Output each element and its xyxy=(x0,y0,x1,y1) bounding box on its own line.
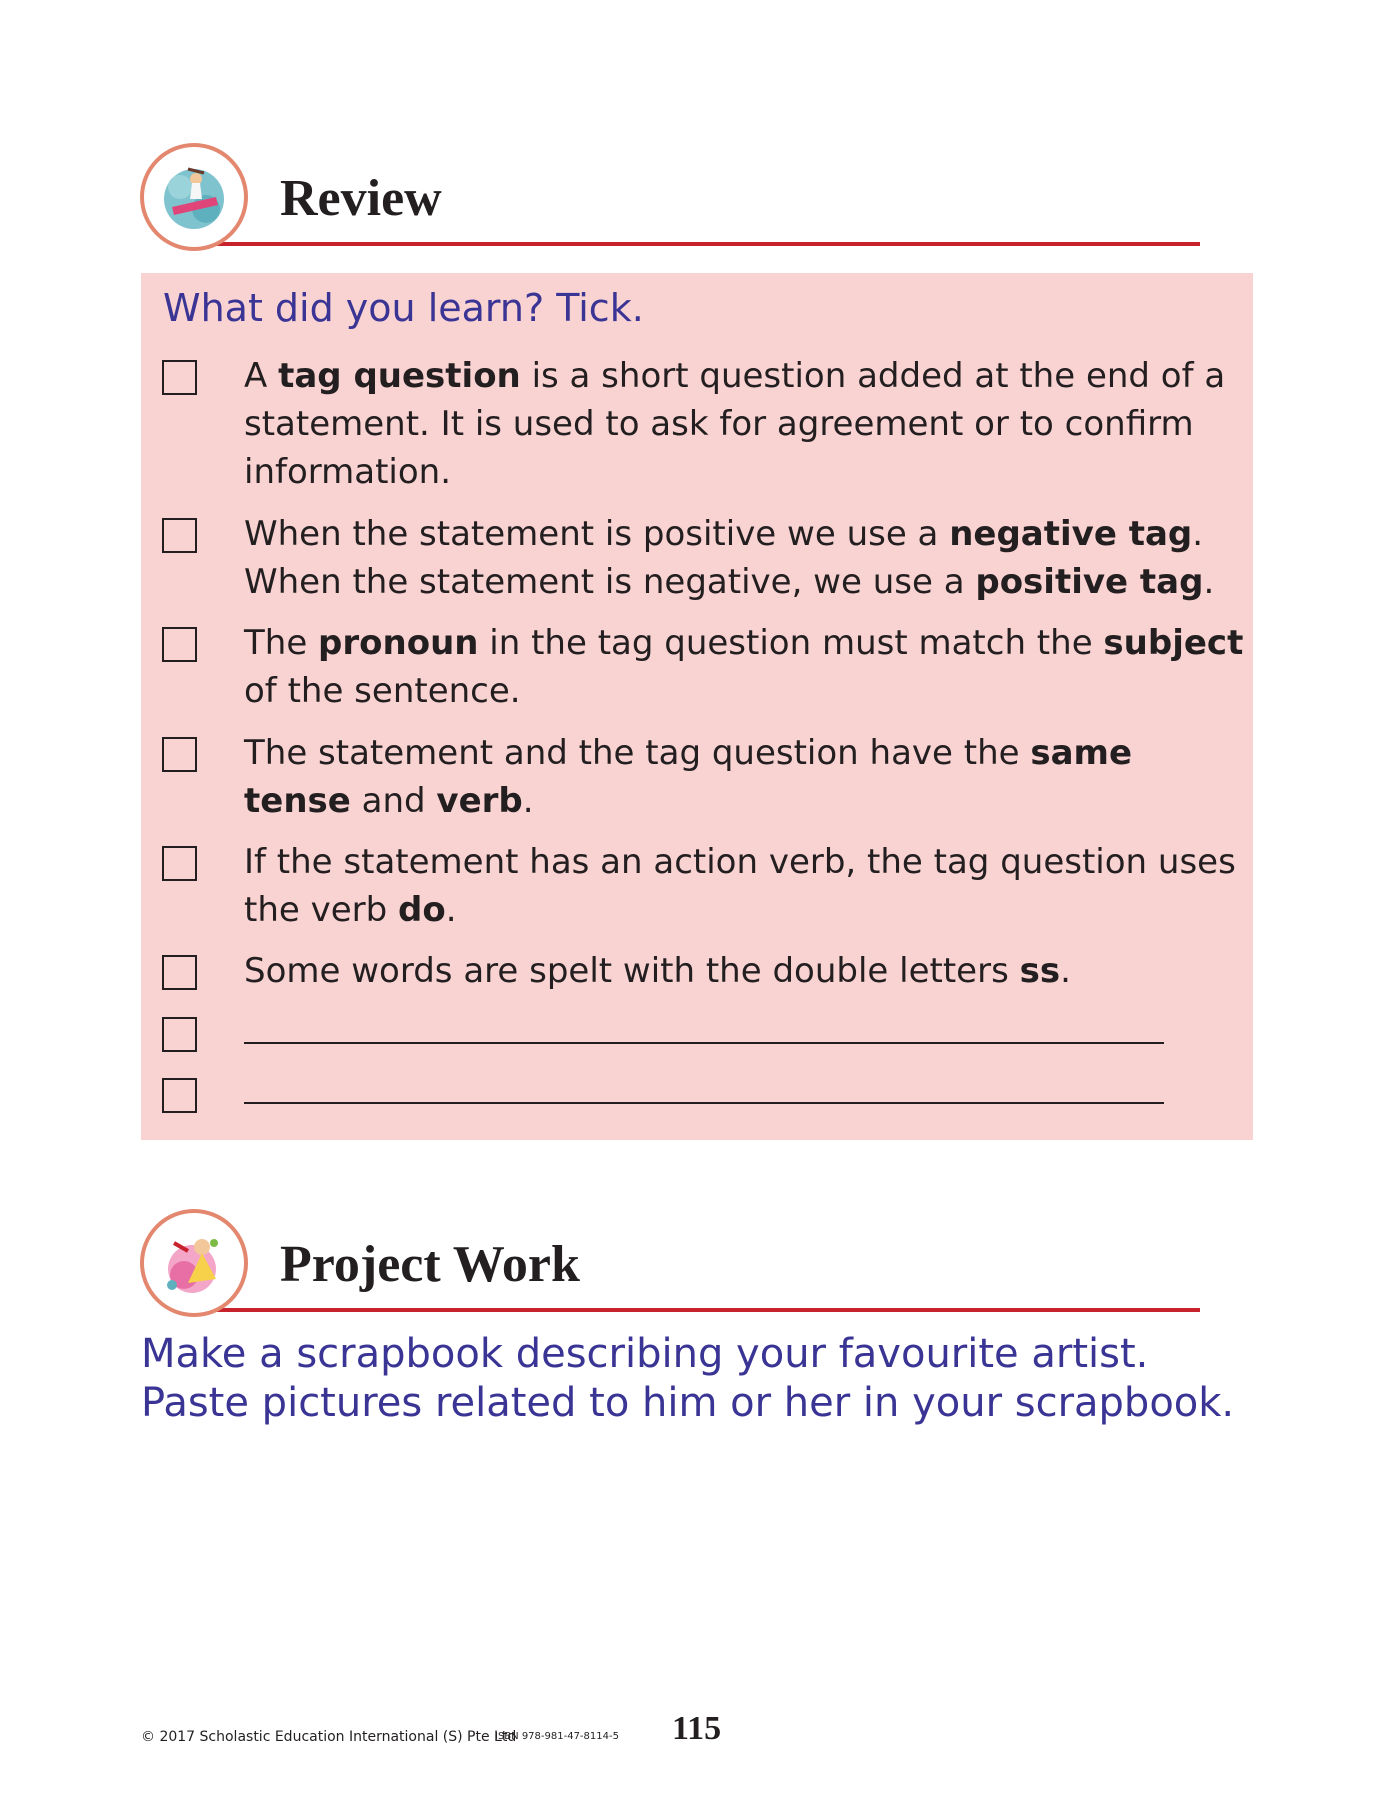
project-header xyxy=(140,1209,1210,1319)
checklist-item-text: The statement and the tag question have the same tense and verb. xyxy=(244,733,1133,821)
review-prompt: What did you learn? Tick. xyxy=(163,286,644,330)
review-checklist-box xyxy=(141,273,1253,1140)
key-term: verb xyxy=(436,781,523,821)
key-term: pronoun xyxy=(318,623,479,663)
isbn-text: ISBN 978-981-47-8114-5 xyxy=(495,1731,619,1742)
write-in-line[interactable] xyxy=(244,1102,1164,1104)
checkbox[interactable] xyxy=(162,518,197,553)
checkbox[interactable] xyxy=(162,1017,197,1052)
checklist-item-text: A tag question is a short question added at the end of a statement. It is used to ask for agreement or to confirm information. xyxy=(244,356,1226,492)
checklist-item-text: The pronoun in the tag question must match the subject of the sentence. xyxy=(244,623,1244,711)
key-term: subject xyxy=(1103,623,1244,663)
review-title: Review xyxy=(280,170,442,227)
key-term: negative tag xyxy=(949,514,1193,554)
project-divider xyxy=(200,1308,1200,1312)
key-term: ss xyxy=(1019,951,1061,991)
project-title: Project Work xyxy=(280,1236,580,1293)
copyright-text: © 2017 Scholastic Education International (S) Pte Ltd xyxy=(141,1729,517,1745)
review-divider xyxy=(200,242,1200,246)
review-badge-icon xyxy=(140,143,248,251)
page-number: 115 xyxy=(672,1710,722,1747)
project-badge-icon xyxy=(140,1209,248,1317)
checkbox[interactable] xyxy=(162,627,197,662)
checkbox[interactable] xyxy=(162,846,197,881)
project-instructions: Make a scrapbook describing your favourite artist. Paste pictures related to him or her in your scrapbook. xyxy=(141,1331,1235,1426)
checkbox[interactable] xyxy=(162,955,197,990)
checkbox[interactable] xyxy=(162,737,197,772)
checklist-item-text: If the statement has an action verb, the tag question uses the verb do. xyxy=(244,842,1236,930)
checklist-item-text: Some words are spelt with the double letters ss. xyxy=(244,951,1071,991)
checkbox[interactable] xyxy=(162,360,197,395)
review-header xyxy=(140,143,1210,253)
checkbox[interactable] xyxy=(162,1078,197,1113)
key-term: positive tag xyxy=(975,562,1204,602)
write-in-line[interactable] xyxy=(244,1042,1164,1044)
key-term: do xyxy=(398,890,446,930)
key-term: same tense xyxy=(244,733,1133,821)
key-term: tag question xyxy=(278,356,521,396)
checklist-item-text: When the statement is positive we use a negative tag. When the statement is negative, we use a positive tag. xyxy=(244,514,1215,602)
